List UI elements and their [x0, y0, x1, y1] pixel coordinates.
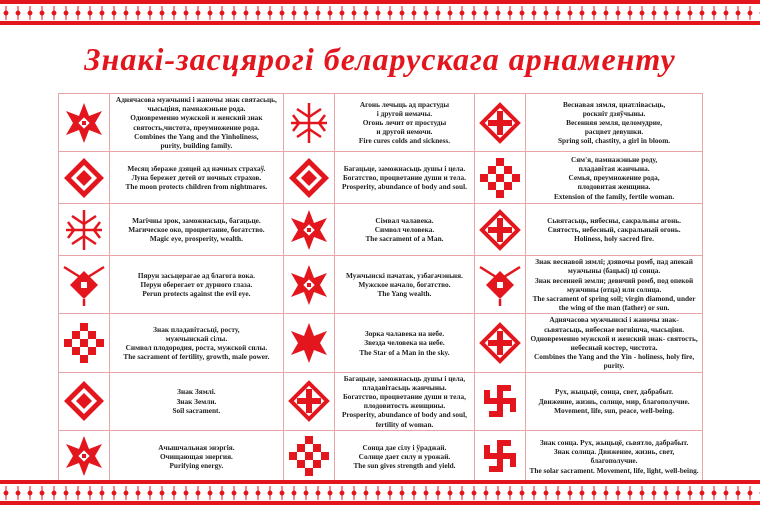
symbol-description: Багацьце, заможнасьць душы і цела. Богатство, процветание души и тела. Prosperity, abundance of body and soul.	[334, 152, 474, 204]
symbol-description: Сям'я, памнажэньне роду, пладавітая жанчына. Семья, преумножение рода, плодовитая женщина. Extension of the family, fertile woman.	[526, 152, 703, 204]
table-row	[59, 314, 703, 372]
symbol-description: Знак Зямлі. Знак Земли. Soil sacrament.	[110, 372, 284, 430]
star8-ornament-icon	[59, 94, 110, 152]
table-row	[59, 204, 703, 256]
star8-icon	[283, 314, 334, 372]
table-row	[59, 430, 703, 482]
star8-ornament-icon	[283, 256, 334, 314]
cross-grid-icon	[59, 314, 110, 372]
table-row	[59, 372, 703, 430]
symbol-description: Рух, жыцьцё, сонца, свет, дабрабыт. Движение, жизнь, солнце, мир, благополучие. Movement, life, sun, peace, well-being.	[526, 372, 703, 430]
symbol-description: Месяц збераже дзяцей ад начных страхаў. Луна бережет детей от ночных страхов. The moon protects children from nightmares.	[110, 152, 284, 204]
table-row	[59, 94, 703, 152]
symbol-description: Веснавая зямля, цнатлівасьць, роскніт дзяўчыны. Весенняя земля, целомудрие, расцвет девушки. Spring soil, chastity, a girl in bloom.	[526, 94, 703, 152]
cross-grid-icon	[283, 430, 334, 482]
symbol-description: Зорка чалавека на небе. Звезда человека на небе. The Star of a Man in the sky.	[334, 314, 474, 372]
symbol-description: Агонь лечыць ад прастуды і другой немачы. Огонь лечит от простуды и другой немочи. Fire cures colds and sickness.	[334, 94, 474, 152]
tree-ornament-icon	[283, 94, 334, 152]
symbol-description: Сонца дае сілу і ўраджай. Солнце дает силу и урожай. The sun gives strength and yield.	[334, 430, 474, 482]
diamond-cross-icon	[475, 94, 526, 152]
solar-swirl-icon	[475, 372, 526, 430]
symbol-description: Сімвал чалавека. Символ человека. The sacrament of a Man.	[334, 204, 474, 256]
symbol-description: Аднячасова мужчынскі і жаночы знак- сьвятасьць, нябеснае вогнішча, чысьціня. Одновременно мужской и женский знак- святость, небесный костер, чистота. Combines the Yang and the Yin - holiness, holy fire, purity.	[526, 314, 703, 372]
symbol-description: Ачышчальная энэргія. Очищающая энергия. Purifying energy.	[110, 430, 284, 482]
diamond-cross-icon	[475, 204, 526, 256]
symbol-description: Пярун засьцерагае ад благога вока. Перун оберегает от дурного глаза. Perun protects against the evil eye.	[110, 256, 284, 314]
table-row	[59, 152, 703, 204]
top-ornament-border	[0, 0, 760, 26]
diamond-icon	[59, 372, 110, 430]
diamond-icon	[59, 152, 110, 204]
symbol-description: Знак пладавітасьці, росту, мужчынскай сілы. Символ плодородия, роста, мужской силы. The sacrament of fertility, growth, male power.	[110, 314, 284, 372]
rhombus-wing-icon	[59, 256, 110, 314]
symbol-description: Магічны зрок, заможнасьць, багацьце. Магическое око, процветание, богатство. Magic eye, prosperity, wealth.	[110, 204, 284, 256]
diamond-cross-icon	[283, 372, 334, 430]
star8-ornament-icon	[59, 430, 110, 482]
symbols-table	[58, 93, 703, 483]
symbol-description: Сьвятасьць, нябесны, сакральны агонь. Святость, небесный, сакральный огонь. Holiness, holy sacred fire.	[526, 204, 703, 256]
star8-ornament-icon	[283, 204, 334, 256]
rhombus-wing-icon	[475, 256, 526, 314]
bottom-ornament-border	[0, 480, 760, 506]
table-row	[59, 256, 703, 314]
symbol-description: Знак сонца. Рух, жыцьцё, сьвятло, дабрабыт. Знак солнца. Движение, жизнь, свет, благополучие. The solar sacrament. Movement, life, light, well-being.	[526, 430, 703, 482]
symbol-description: Мужчынскі пачатак, узбагачэньня. Мужское начало, богатство. The Yang wealth.	[334, 256, 474, 314]
symbol-description: Аднячасова мужчынкі і жаночы знак святасьць, чысьціня, памнажэньне рода. Одновременно мужской и женский знак святость,чистота, преумножение рода. Combines the Yang and the Yinholiness, purity, building family.	[110, 94, 284, 152]
symbol-description: Багацьце, заможнасьць душы і цела, пладавітасьць жанчыны. Богатство, процветание души и тела, плодовитость женщины. Prosperity, abundance of body and soul, fertility of woman.	[334, 372, 474, 430]
solar-swirl-icon	[475, 430, 526, 482]
diamond-icon	[283, 152, 334, 204]
tree-ornament-icon	[59, 204, 110, 256]
page-title: Знакі-засцярогі беларускага арнаменту	[84, 41, 676, 77]
symbol-description: Знак веснавой зямлі; дзявочы ромб, пад апекай мужчыны (бацькі) ці сонца. Знак весенней земли; девичий ромб, под опекой мужчины (отца) или солнца. The sacrament of spring soil; virgin diamond, under the wing of the man (father) or sun.	[526, 256, 703, 314]
diamond-cross-icon	[475, 314, 526, 372]
cross-grid-icon	[475, 152, 526, 204]
